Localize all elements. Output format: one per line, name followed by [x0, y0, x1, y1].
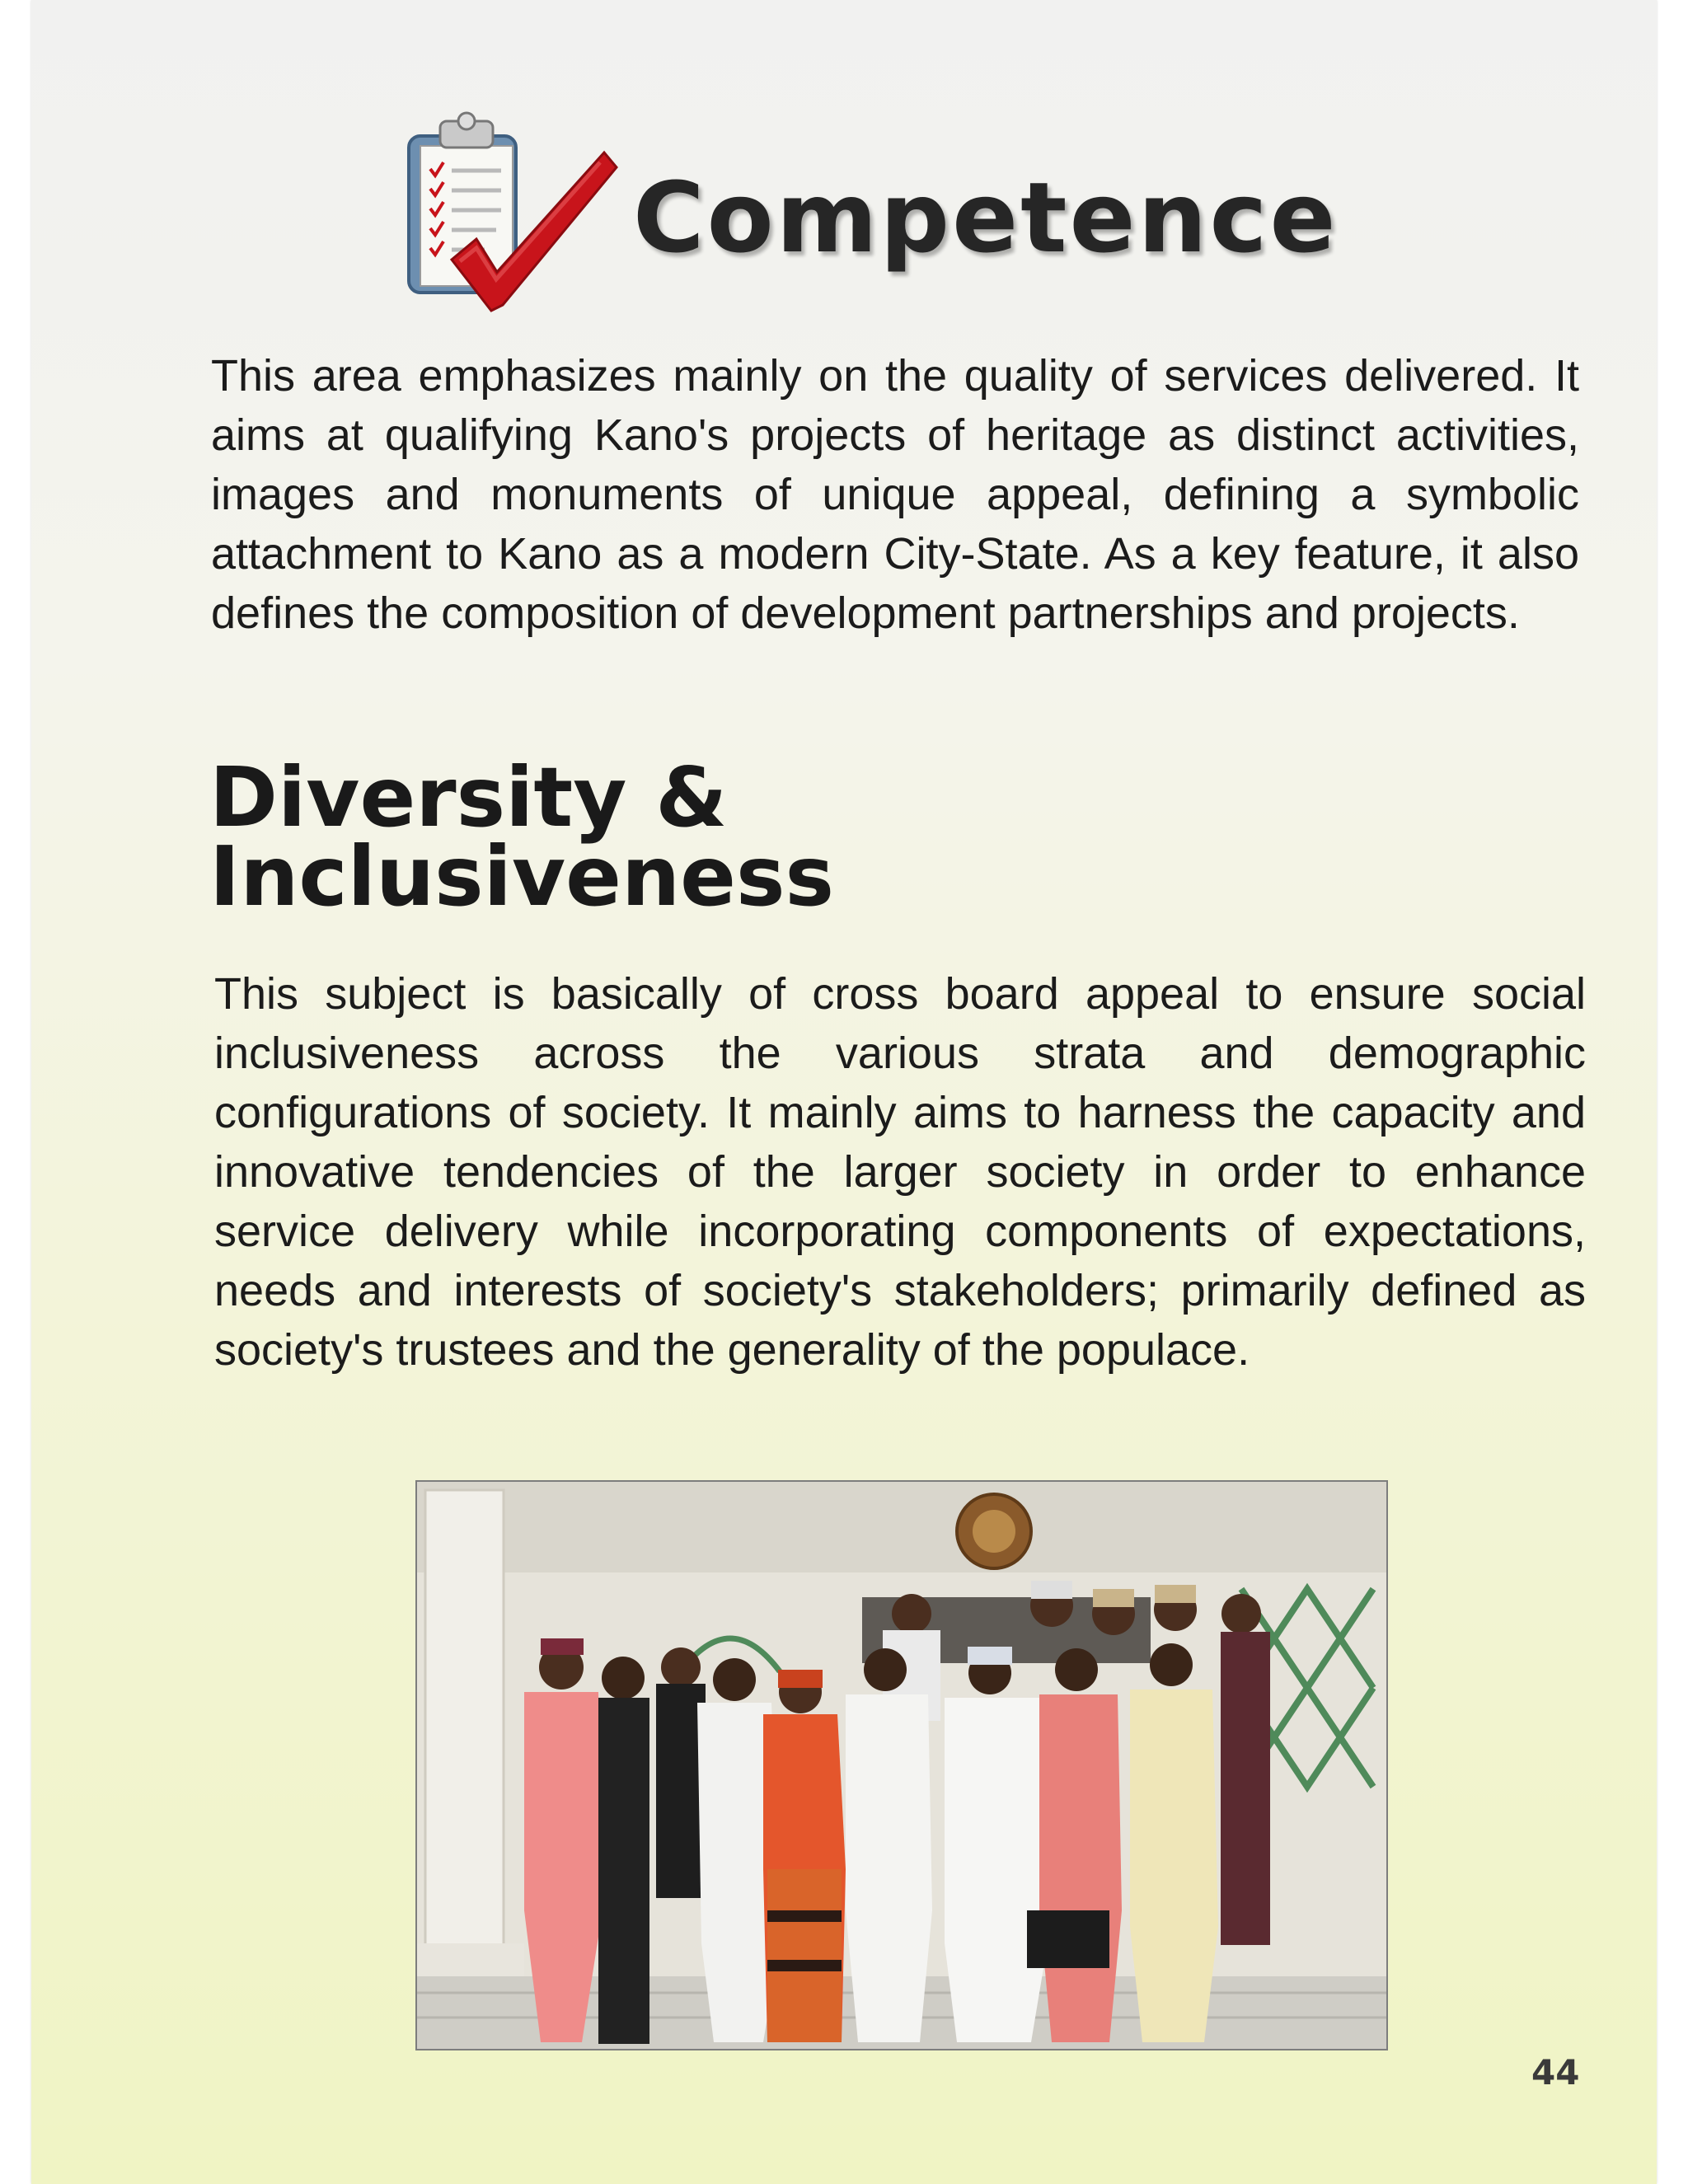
diversity-paragraph: This subject is basically of cross board appeal to ensure social inclusiveness across the various strata and demographic configurations of society. It mainly aims to harness the capacity and innovative tendencies of the larger society in order to enhance service delivery while incorporating components of expectations, needs and interests of society's stakeholders; primarily defined as society's trustees and the generality of the populace.	[214, 969, 1586, 1375]
competence-heading	[394, 91, 1383, 321]
clipboard-checklist-icon	[394, 103, 641, 326]
diversity-inclusiveness-title: Diversity & Inclusiveness	[209, 749, 835, 925]
page-number: 44	[1531, 2052, 1580, 2093]
document-page	[31, 0, 1657, 2184]
group-photo	[415, 1480, 1388, 2050]
competence-title: Competence	[633, 161, 1339, 274]
competence-paragraph: This area emphasizes mainly on the quality of services delivered. It aims at qualifying Kano's projects of heritage as distinct activities, images and monuments of unique appeal, defining a symbolic attachment to Kano as a modern City-State. As a key feature, it also defines the composition of development partnerships and projects.	[211, 351, 1579, 638]
group-photo-illustration	[417, 1482, 1386, 2049]
